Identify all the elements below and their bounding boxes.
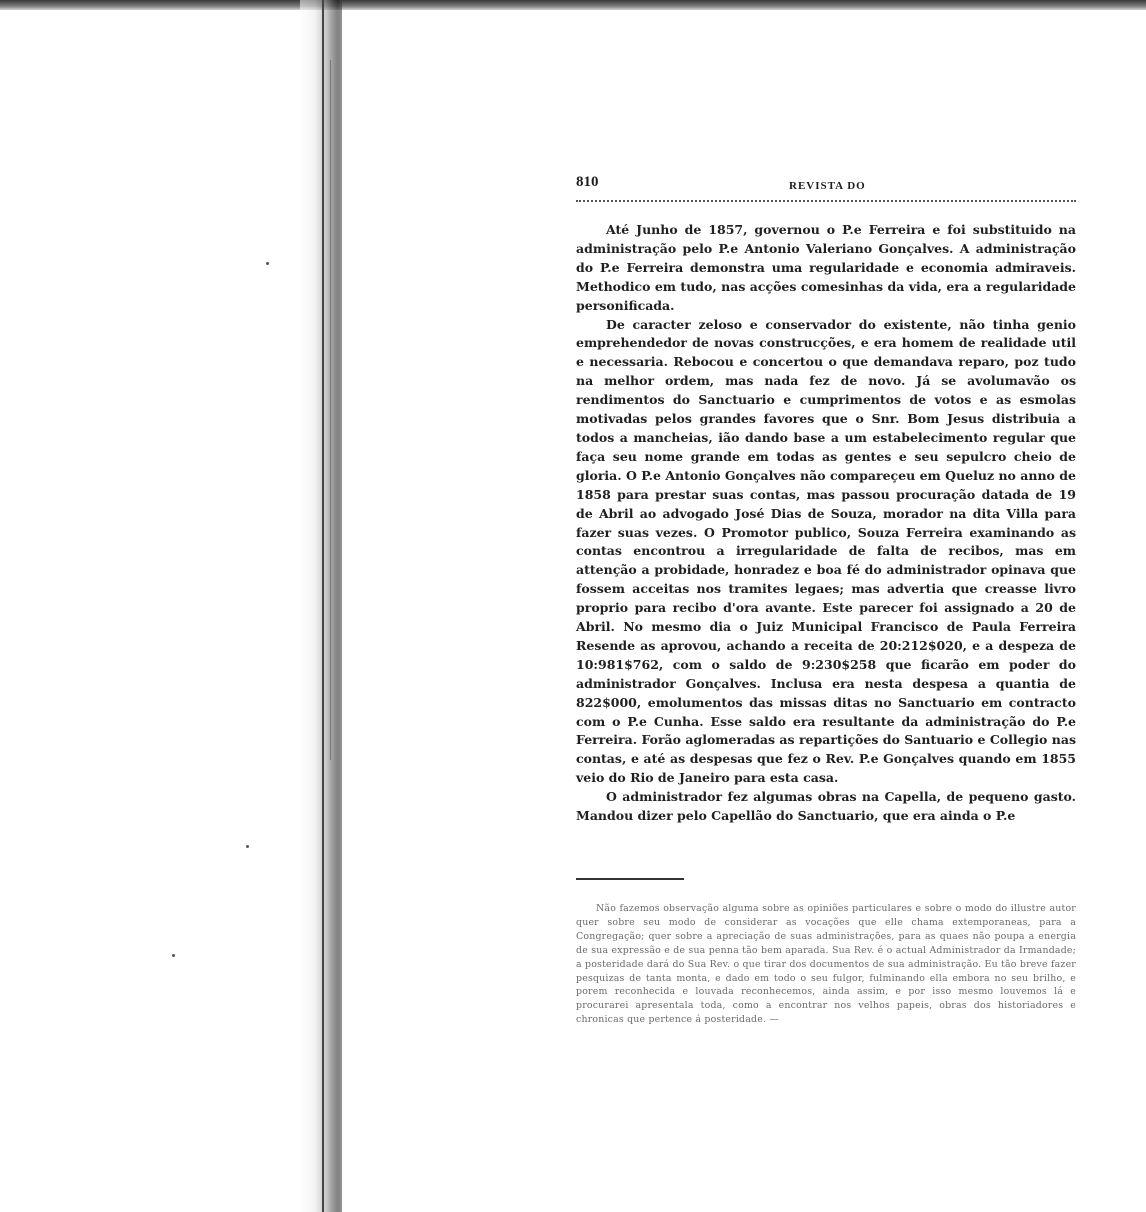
footnote-text: Não fazemos observação alguma sobre as opiniões particulares e sobre o modo do illustre autor quer sobre seu modo de considerar as vocações que elle chama extemporaneas, para a Congregação; quer sobre a apreciação de suas administrações, para as quaes não poupa a energia de sua expressão e de sua penna tão bem aparada. Sua Rev. é o actual Administrador da Irmandade; a posteridade dará do Sua Rev. o que tirar dos documentos de sua administração. Eu tão breve fazer pesquizas de tanta monta, e dado em todo o seu fulgor, fulminando ella embora no seu brilho, e porem reconhecida e louvada reconhecemos, ainda assim, e por isso mesmo louvemos lá e procurarei apresentala toda, como a encontrar nos velhos papeis, obras dos historiadores e chronicas que pertence á posteridade. —: [576, 903, 1076, 1026]
footnote: [576, 902, 1076, 1027]
footnote-rule: [576, 878, 684, 880]
header-rule: [576, 200, 1076, 202]
gutter-line: [322, 0, 324, 1212]
main-text: [576, 221, 1076, 826]
scan-speck: [266, 262, 269, 265]
scan-speck: [246, 845, 249, 848]
book-page: [576, 174, 1076, 1026]
scan-speck: [172, 954, 175, 957]
paragraph: Até Junho de 1857, governou o P.e Ferreira e foi substituido na administração pelo P.e Antonio Valeriano Gonçalves. A administração do P.e Ferreira demonstra uma regularidade e economia admiraveis. Methodico em tudo, nas acções comesinhas da vida, era a regularidade personificada.: [576, 222, 1076, 313]
paragraph: De caracter zeloso e conservador do existente, não tinha genio emprehendedor de novas construcções, e era homem de realidade util e necessaria. Rebocou e concertou o que demandava reparo, poz tudo na melhor ordem, mas nada fez de novo. Já se avolumavão os rendimentos do Sanctuario e cumprimentos de votos e as esmolas motivadas pelos grandes favores que o Snr. Bom Jesus distribuia a todos a mancheias, ião dando base a um estabelecimento regular que faça seu nome grande em todas as gentes e seu sepulcro cheio de gloria. O P.e Antonio Gonçalves não compareçeu em Queluz no anno de 1858 para prestar suas contas, mas passou procuração datada de 19 de Abril ao advogado José Dias de Souza, morador na dita Villa para fazer suas vezes. O Promotor publico, Souza Ferreira examinando as contas encontrou a irregularidade de falta de recibos, mas em attenção a probidade, honradez e boa fé do administrador opinava que fossem acceitas nos tramites legaes; mas advertia que creasse livro proprio para recibo d'ora avante. Este parecer foi assignado a 20 de Abril. No mesmo dia o Juiz Municipal Francisco de Paula Ferreira Resende as aprovou, achando a receita de 20:212$020, e a despeza de 10:981$762, com o saldo de 9:230$258 que ficarão em poder do administrador Gonçalves. Inclusa era nesta despesa a quantia de 822$000, emolumentos das missas ditas no Sanctuario em contracto com o P.e Cunha. Esse saldo era resultante da administração do P.e Ferreira. Forão aglomeradas as repartições do Santuario e Collegio nas contas, e até as despesas que fez o Rev. P.e Gonçalves quando em 1855 veio do Rio de Janeiro para esta casa.: [576, 316, 1076, 786]
paragraph: O administrador fez algumas obras na Capella, de pequeno gasto. Mandou dizer pelo Capellão do Sanctuario, que era ainda o P.e: [576, 789, 1076, 824]
running-title: REVISTA DO: [789, 180, 866, 192]
scan-top-edge: [0, 0, 1146, 10]
page-number: 810: [576, 174, 599, 190]
gutter-line: [330, 60, 331, 760]
book-gutter-shadow: [300, 0, 342, 1212]
page-header: [576, 174, 1076, 192]
